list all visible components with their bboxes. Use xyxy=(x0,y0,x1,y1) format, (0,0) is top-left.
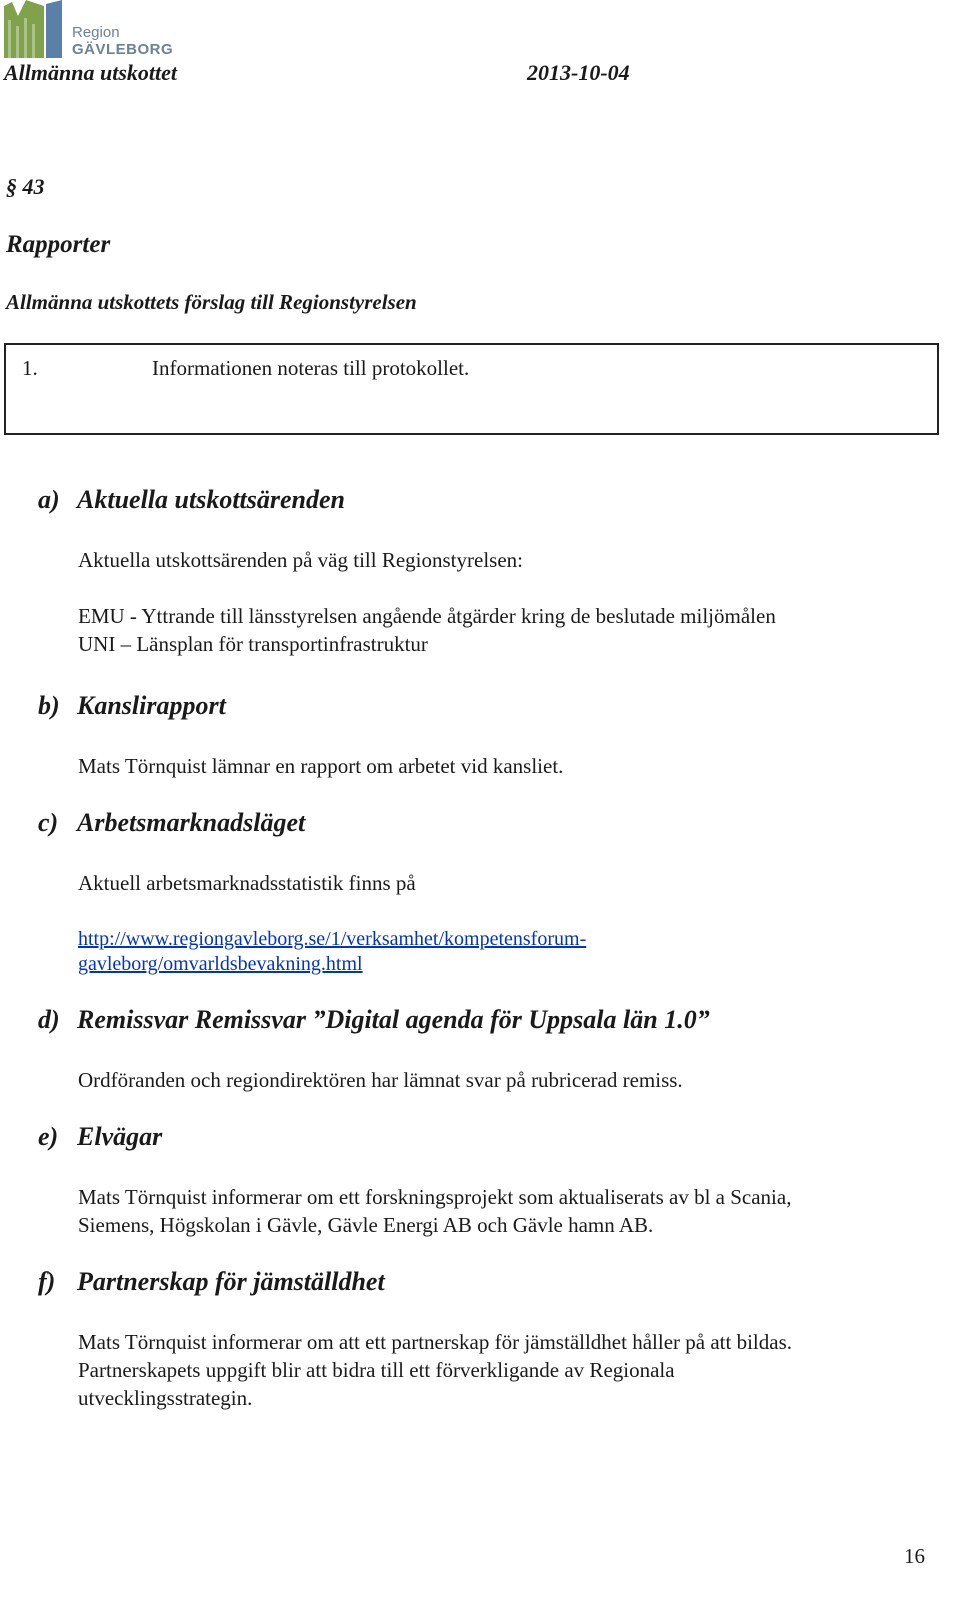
decision-number: 1. xyxy=(22,356,38,380)
logo-mark-icon xyxy=(4,0,62,58)
logo-text-region: Region xyxy=(72,24,120,41)
item-e-label: e) xyxy=(38,1122,59,1151)
item-a-line-uni: UNI – Länsplan för transportinfrastruktur xyxy=(78,632,428,656)
logo-text-gavleborg: GÄVLEBORG xyxy=(72,41,174,58)
statistics-link-line-1[interactable]: http://www.regiongavleborg.se/1/verksamhet/kompetensforum- xyxy=(78,928,587,950)
item-c-title: Arbetsmarknadsläget xyxy=(77,808,306,837)
item-c-text: Aktuell arbetsmarknadsstatistik finns på xyxy=(78,871,416,895)
item-a-heading xyxy=(38,485,345,515)
decision-box xyxy=(4,343,939,435)
item-e-line-1: Mats Törnquist informerar om ett forskningsprojekt som aktualiserats av bl a Scania, xyxy=(78,1185,792,1209)
item-d-text: Ordföranden och regiondirektören har lämnat svar på rubricerad remiss. xyxy=(78,1068,683,1092)
page-title: Rapporter xyxy=(6,231,111,258)
item-e-heading xyxy=(38,1122,162,1152)
decision-text: Informationen noteras till protokollet. xyxy=(152,356,470,380)
item-f-heading xyxy=(38,1267,385,1297)
item-e-line-2: Siemens, Högskolan i Gävle, Gävle Energi AB och Gävle hamn AB. xyxy=(78,1213,654,1237)
item-e-title: Elvägar xyxy=(77,1122,163,1151)
page-number: 16 xyxy=(904,1544,925,1568)
item-a-line-emu: EMU - Yttrande till länsstyrelsen angående åtgärder kring de beslutade miljömålen xyxy=(78,604,776,628)
committee-name: Allmänna utskottet xyxy=(4,60,177,85)
item-d-label: d) xyxy=(38,1005,60,1034)
item-a-intro: Aktuella utskottsärenden på väg till Regionstyrelsen: xyxy=(78,548,523,572)
item-f-line-1: Mats Törnquist informerar om att ett partnerskap för jämställdhet håller på att bildas. xyxy=(78,1330,792,1354)
item-a-label: a) xyxy=(38,485,60,514)
item-f-line-2: Partnerskapets uppgift blir att bidra till ett förverkligande av Regionala xyxy=(78,1358,675,1382)
meeting-date: 2013-10-04 xyxy=(527,60,630,85)
item-d-title: Remissvar Remissvar ”Digital agenda för Uppsala län 1.0” xyxy=(77,1005,710,1034)
item-d-heading xyxy=(38,1005,710,1035)
item-b-heading xyxy=(38,691,226,721)
item-b-title: Kanslirapport xyxy=(77,691,226,720)
item-c-heading xyxy=(38,808,305,838)
item-f-title: Partnerskap för jämställdhet xyxy=(77,1267,385,1296)
region-gavleborg-logo xyxy=(4,0,174,60)
proposal-heading: Allmänna utskottets förslag till Regionstyrelsen xyxy=(6,290,417,314)
section-number: § 43 xyxy=(6,174,45,199)
item-a-title: Aktuella utskottsärenden xyxy=(77,485,345,514)
item-f-label: f) xyxy=(38,1267,56,1296)
statistics-link-line-2[interactable]: gavleborg/omvarldsbevakning.html xyxy=(78,953,363,975)
item-b-text: Mats Törnquist lämnar en rapport om arbetet vid kansliet. xyxy=(78,754,564,778)
item-c-label: c) xyxy=(38,808,59,837)
item-b-label: b) xyxy=(38,691,60,720)
item-f-line-3: utvecklingsstrategin. xyxy=(78,1386,253,1410)
